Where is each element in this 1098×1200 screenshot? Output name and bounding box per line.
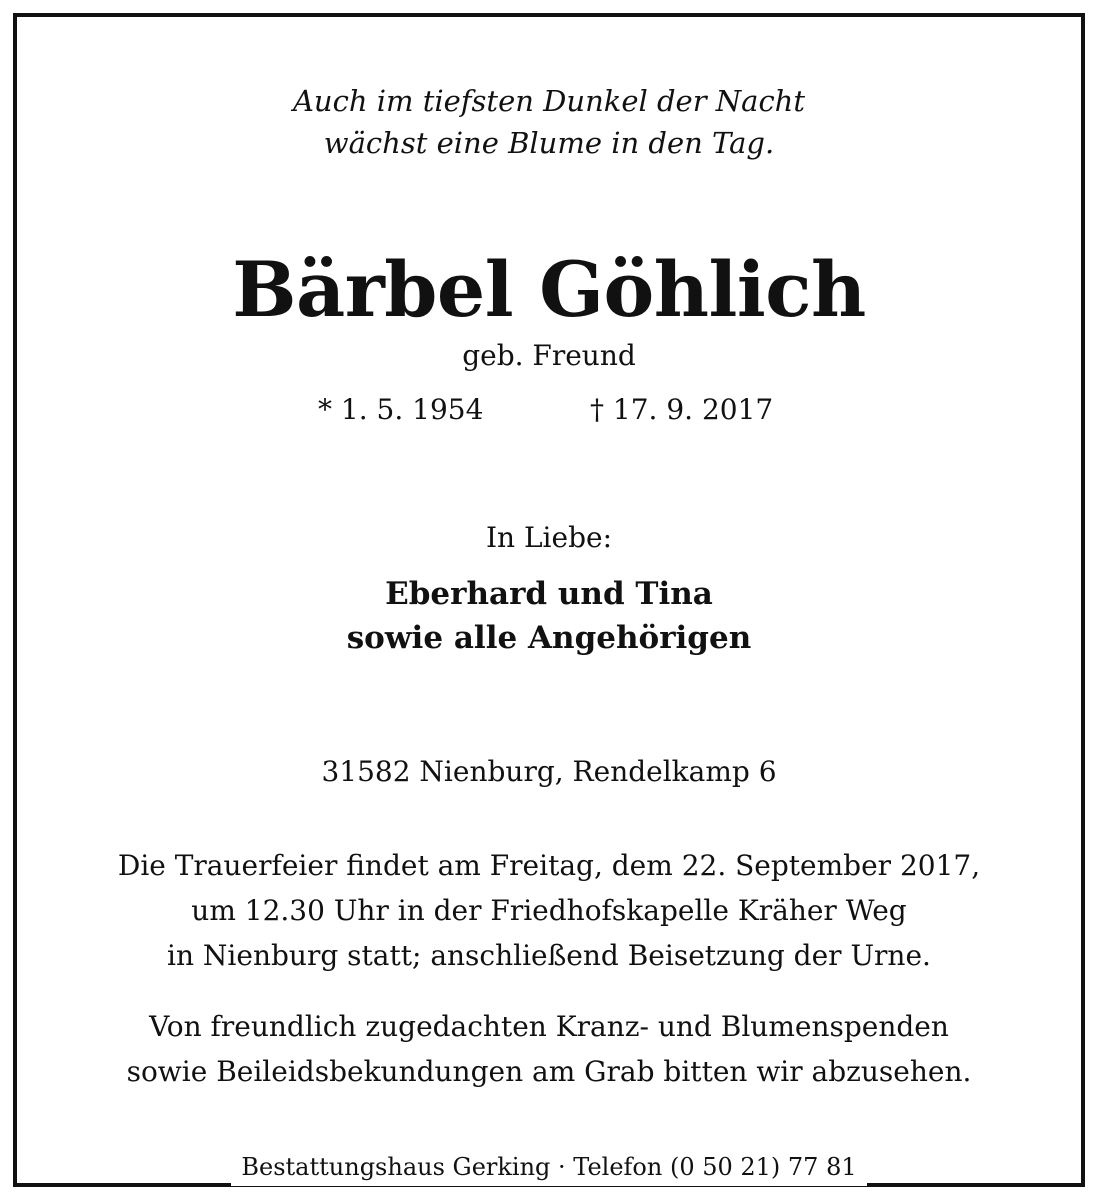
service-line-3: in Nienburg statt; anschließend Beisetzung der Urne. bbox=[167, 939, 931, 972]
mourners-line-1: Eberhard und Tina bbox=[385, 576, 713, 612]
motto-line-2: wächst eine Blume in den Tag. bbox=[323, 126, 775, 160]
motto bbox=[0, 80, 1098, 164]
service-info bbox=[0, 843, 1098, 978]
motto-line-1: Auch im tiefsten Dunkel der Nacht bbox=[292, 84, 806, 118]
birth-date: * 1. 5. 1954 bbox=[318, 393, 484, 426]
deceased-name: Bärbel Göhlich bbox=[232, 245, 866, 334]
service-line-2: um 12.30 Uhr in der Friedhofskapelle Kräher Weg bbox=[191, 894, 907, 927]
service-line-1: Die Trauerfeier findet am Freitag, dem 22. September 2017, bbox=[117, 849, 981, 882]
footer bbox=[0, 1148, 1098, 1186]
flower-request bbox=[0, 1004, 1098, 1094]
request-line-1: Von freundlich zugedachten Kranz- und Blumenspenden bbox=[149, 1010, 949, 1043]
maiden-name: geb. Freund bbox=[462, 339, 636, 372]
mourners-line-2: sowie alle Angehörigen bbox=[346, 620, 752, 656]
funeral-home-contact: Bestattungshaus Gerking · Telefon (0 50 21) 77 81 bbox=[231, 1148, 866, 1186]
address: 31582 Nienburg, Rendelkamp 6 bbox=[321, 755, 777, 788]
mourners-intro: In Liebe: bbox=[485, 521, 613, 554]
mourners bbox=[0, 572, 1098, 660]
request-line-2: sowie Beileidsbekundungen am Grab bitten wir abzusehen. bbox=[126, 1055, 972, 1088]
death-date: † 17. 9. 2017 bbox=[590, 393, 774, 426]
